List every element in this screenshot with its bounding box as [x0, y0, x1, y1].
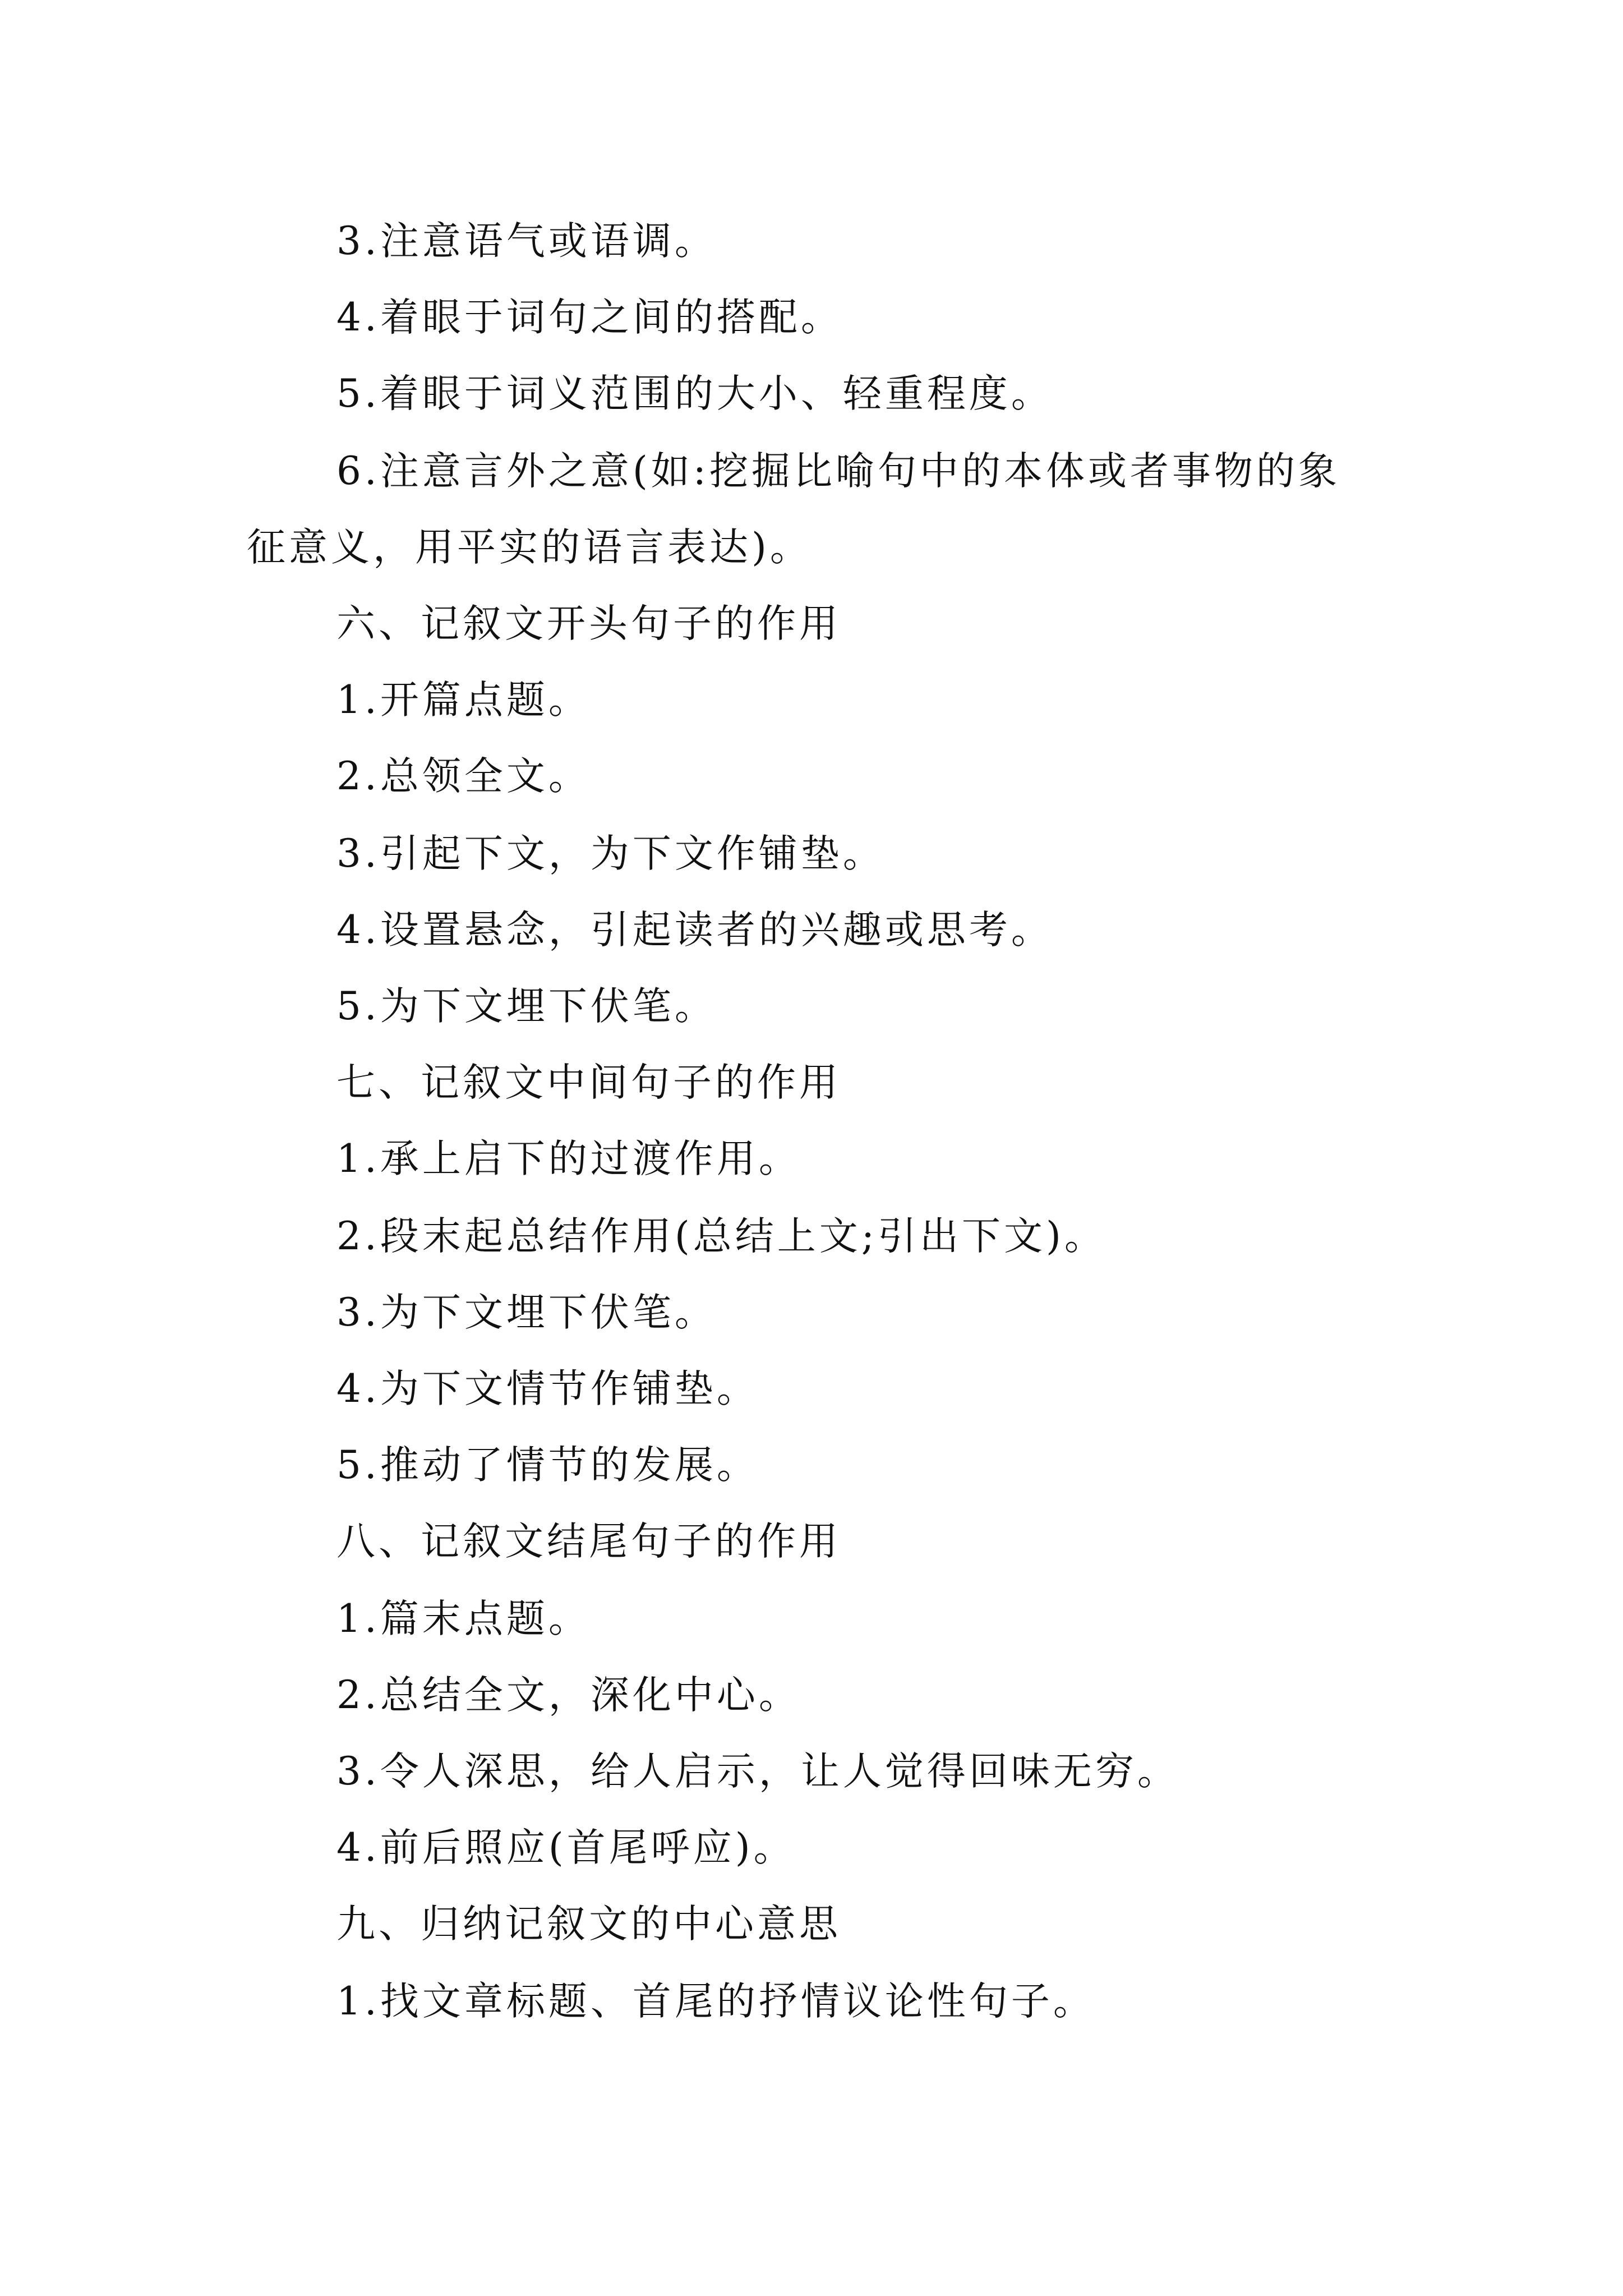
text-line: 5.着眼于词义范围的大小、轻重程度。	[336, 371, 1053, 416]
text-line: 2.总领全文。	[336, 754, 591, 799]
text-line: 4.着眼于词句之间的搭配。	[336, 295, 843, 340]
text-line: 4.前后照应(首尾呼应)。	[336, 1825, 796, 1870]
text-line: 5.推动了情节的发展。	[336, 1443, 759, 1488]
section-heading: 九、归纳记叙文的中心意思	[336, 1902, 841, 1947]
section-heading: 六、记叙文开头句子的作用	[336, 601, 841, 646]
section-heading: 七、记叙文中间句子的作用	[336, 1060, 841, 1105]
text-line: 6.注意言外之意(如:挖掘比喻句中的本体或者事物的象	[336, 449, 1340, 494]
text-line: 4.为下文情节作铺垫。	[336, 1366, 759, 1411]
text-line: 1.开篇点题。	[336, 678, 591, 723]
text-line: 3.注意语气或语调。	[336, 219, 717, 264]
text-line: 5.为下文埋下伏笔。	[336, 984, 717, 1029]
text-line: 3.为下文埋下伏笔。	[336, 1290, 717, 1335]
text-line: 1.找文章标题、首尾的抒情议论性句子。	[336, 1979, 1095, 2024]
text-line: 4.设置悬念，引起读者的兴趣或思考。	[336, 908, 1053, 953]
text-line: 2.段末起总结作用(总结上文;引出下文)。	[336, 1214, 1106, 1259]
text-line: 2.总结全文，深化中心。	[336, 1673, 801, 1718]
text-line: 1.篇末点题。	[336, 1596, 591, 1641]
text-line: 3.引起下文，为下文作铺垫。	[336, 831, 885, 876]
text-line: 3.令人深思，给人启示，让人觉得回味无穷。	[336, 1749, 1179, 1794]
text-line: 1.承上启下的过渡作用。	[336, 1137, 801, 1181]
text-line: 征意义，用平实的语言表达)。	[247, 525, 812, 570]
section-heading: 八、记叙文结尾句子的作用	[336, 1519, 841, 1564]
